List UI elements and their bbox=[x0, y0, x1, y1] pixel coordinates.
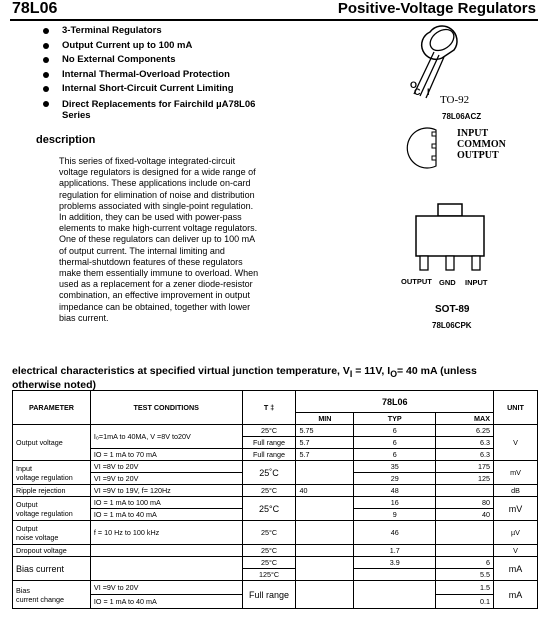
typ-cell: 46 bbox=[354, 521, 436, 545]
max-cell: 1.5 bbox=[436, 581, 494, 595]
sot89-package-drawing bbox=[410, 200, 490, 274]
param-output-voltage: Output voltage bbox=[13, 425, 91, 461]
cond-cell: VI =9V to 20V bbox=[90, 581, 242, 595]
desc-line: voltage regulators is designed for a wide range of bbox=[59, 167, 256, 178]
desc-line: regulation for elimination of noise and distribution bbox=[59, 189, 255, 200]
param-ripple-rejection: Ripple rejection bbox=[13, 485, 91, 497]
max-cell: 40 bbox=[436, 509, 494, 521]
unit-cell: mA bbox=[494, 557, 538, 581]
feature-item: Internal Short-Circuit Current Limiting bbox=[40, 82, 255, 97]
unit-cell: mA bbox=[494, 581, 538, 609]
sot89-pin-gnd: GND bbox=[439, 278, 456, 287]
temp-cell: 125°C bbox=[242, 569, 296, 581]
ec-title-text: = 40 mA (unless bbox=[397, 365, 477, 377]
header-typ: TYP bbox=[354, 413, 436, 425]
cond-cell: VI =9V to 19V, f= 120Hz bbox=[90, 485, 242, 497]
sot89-part-number: 78L06CPK bbox=[432, 321, 472, 330]
temp-cell: 25°C bbox=[242, 485, 296, 497]
feature-list bbox=[40, 24, 255, 121]
temp-cell: 25°C bbox=[242, 545, 296, 557]
feature-text: Direct Replacements for Fairchild µA78L06 bbox=[62, 98, 256, 110]
param-text: Output bbox=[16, 499, 38, 509]
desc-line: This series of fixed-voltage integrated-circuit bbox=[59, 156, 236, 166]
to92-bottom-view bbox=[406, 124, 454, 172]
param-text: Output bbox=[16, 523, 38, 533]
ec-title-text: otherwise noted) bbox=[12, 379, 97, 392]
desc-line: applications. These applications include on-card bbox=[59, 178, 251, 189]
max-cell: 6 bbox=[436, 557, 494, 569]
param-output-regulation bbox=[13, 497, 91, 521]
min-cell bbox=[296, 545, 354, 557]
cond-cell: IO = 1 mA to 40 mA bbox=[90, 595, 242, 609]
cond-cell: IO = 1 mA to 70 mA bbox=[90, 449, 242, 461]
max-cell: 6.3 bbox=[436, 449, 494, 461]
pin-letter: C bbox=[414, 87, 421, 97]
sot89-pin-output: OUTPUT bbox=[401, 277, 432, 286]
desc-line: thermal-shutdown features of these regulators bbox=[59, 256, 243, 267]
header-unit: UNIT bbox=[494, 391, 538, 425]
max-cell: 175 bbox=[436, 461, 494, 473]
desc-line: bias current. bbox=[59, 312, 109, 323]
min-cell bbox=[296, 521, 354, 545]
desc-line: problems associated with single-point regulation. bbox=[59, 200, 254, 211]
min-cell: 5.7 bbox=[296, 449, 354, 461]
to92-part-number: 78L06ACZ bbox=[442, 112, 482, 121]
header-min: MIN bbox=[296, 413, 354, 425]
unit-cell: V bbox=[494, 545, 538, 557]
max-cell: 6.3 bbox=[436, 437, 494, 449]
cond-cell: IO = 1 mA to 40 mA bbox=[90, 509, 242, 521]
temp-cell: 25˚C bbox=[242, 461, 296, 485]
sot89-package-name: SOT-89 bbox=[435, 304, 470, 315]
desc-line: combination, an effective improvement in output bbox=[59, 290, 250, 301]
cond-cell: VI =8V to 20V bbox=[90, 461, 242, 473]
typ-cell: 29 bbox=[354, 473, 436, 485]
cond-cell: f = 10 Hz to 100 kHz bbox=[90, 521, 242, 545]
ec-title-text: = 11V, I bbox=[352, 365, 391, 377]
temp-cell: 25°C bbox=[242, 497, 296, 521]
max-cell: 125 bbox=[436, 473, 494, 485]
unit-cell: dB bbox=[494, 485, 538, 497]
ec-title-text: electrical characteristics at specified virtual junction temperature, V bbox=[12, 365, 350, 377]
max-cell: 5.5 bbox=[436, 569, 494, 581]
to92-package-drawing bbox=[392, 22, 472, 104]
ec-title-sub: O bbox=[390, 369, 397, 380]
max-cell bbox=[436, 545, 494, 557]
ec-title-sub: I bbox=[349, 369, 353, 380]
feature-item: 3-Terminal Regulators bbox=[40, 24, 255, 39]
to92-pin-labels bbox=[457, 128, 506, 161]
min-cell bbox=[296, 497, 354, 521]
pin-letter: I bbox=[427, 87, 430, 97]
feature-item: No External Components bbox=[40, 53, 255, 68]
header-rule bbox=[10, 19, 538, 21]
temp-cell: Full range bbox=[242, 437, 296, 449]
param-bias-current: Bias current bbox=[13, 557, 91, 581]
electrical-characteristics-table bbox=[12, 390, 538, 609]
feature-item: Output Current up to 100 mA bbox=[40, 39, 255, 54]
unit-cell: mV bbox=[494, 461, 538, 485]
cond-cell bbox=[90, 557, 242, 581]
feature-item: Internal Thermal-Overload Protection bbox=[40, 68, 255, 83]
temp-cell: 25°C bbox=[242, 521, 296, 545]
cond-output-voltage: I₀=1mA to 40MA, V =8V to20V bbox=[90, 425, 242, 449]
max-cell: 0.1 bbox=[436, 595, 494, 609]
min-cell bbox=[296, 461, 354, 485]
param-noise-voltage bbox=[13, 521, 91, 545]
to92-package-name: TO-92 bbox=[440, 94, 470, 106]
pin-label-output: OUTPUT bbox=[457, 150, 499, 161]
temp-cell: Full range bbox=[242, 581, 296, 609]
header-test-conditions: TEST CONDITIONS bbox=[90, 391, 242, 425]
typ-cell: 3.9 bbox=[354, 557, 436, 569]
temp-cell: Full range bbox=[242, 449, 296, 461]
unit-cell: V bbox=[494, 425, 538, 461]
desc-line: of output current. The internal limiting and bbox=[59, 245, 225, 256]
max-cell: 80 bbox=[436, 497, 494, 509]
header-max: MAX bbox=[436, 413, 494, 425]
param-dropout-voltage: Dropout voltage bbox=[13, 545, 91, 557]
typ-cell: 35 bbox=[354, 461, 436, 473]
desc-line: elements to make high-current voltage regulators. bbox=[59, 223, 258, 234]
min-cell bbox=[296, 557, 354, 581]
unit-cell: µV bbox=[494, 521, 538, 545]
feature-item bbox=[40, 97, 255, 121]
typ-cell bbox=[354, 569, 436, 581]
param-bias-current-change bbox=[13, 581, 91, 609]
header-temperature: T ‡ bbox=[242, 391, 296, 425]
desc-line: make them essentially immune to overload. When bbox=[59, 268, 259, 279]
sot89-pin-input: INPUT bbox=[465, 278, 488, 287]
typ-cell bbox=[354, 581, 436, 609]
unit-cell: mV bbox=[494, 497, 538, 521]
typ-cell: 16 bbox=[354, 497, 436, 509]
pin-label-input: INPUT bbox=[457, 128, 489, 139]
param-text: voltage regulation bbox=[16, 508, 73, 518]
cond-cell: IO = 1 mA to 100 mA bbox=[90, 497, 242, 509]
param-text: current change bbox=[16, 594, 64, 604]
temp-cell: 25°C bbox=[242, 557, 296, 569]
param-text: Bias bbox=[16, 585, 30, 595]
feature-text-cont: Series bbox=[62, 109, 91, 121]
typ-cell: 48 bbox=[354, 485, 436, 497]
header-parameter: PARAMETER bbox=[13, 391, 91, 425]
param-text: voltage regulation bbox=[16, 472, 73, 482]
param-text: Input bbox=[16, 463, 32, 473]
desc-line: In addition, they can be used with power-pass bbox=[59, 212, 242, 223]
typ-cell: 6 bbox=[354, 449, 436, 461]
cond-cell: VI =9V to 20V bbox=[90, 473, 242, 485]
cond-cell bbox=[90, 545, 242, 557]
description-text bbox=[59, 156, 275, 324]
typ-cell: 1.7 bbox=[354, 545, 436, 557]
part-number-title: 78L06 bbox=[12, 0, 58, 17]
param-input-regulation bbox=[13, 461, 91, 485]
param-text: noise voltage bbox=[16, 532, 59, 542]
min-cell: 5.75 bbox=[296, 425, 354, 437]
desc-line: used as a replacement for a zener diode-resistor bbox=[59, 279, 253, 290]
max-cell: 6.25 bbox=[436, 425, 494, 437]
to92-pin-letters bbox=[410, 82, 430, 96]
typ-cell: 6 bbox=[354, 437, 436, 449]
min-cell bbox=[296, 581, 354, 609]
max-cell bbox=[436, 521, 494, 545]
typ-cell: 6 bbox=[354, 425, 436, 437]
min-cell: 40 bbox=[296, 485, 354, 497]
desc-line: One of these regulators can deliver up to 100 mA bbox=[59, 234, 256, 245]
pin-label-common: COMMON bbox=[457, 139, 506, 150]
header-device: 78L06 bbox=[296, 391, 494, 413]
description-heading: description bbox=[36, 134, 96, 146]
min-cell: 5.7 bbox=[296, 437, 354, 449]
max-cell bbox=[436, 485, 494, 497]
pin-letter: O bbox=[410, 80, 418, 90]
temp-cell: 25°C bbox=[242, 425, 296, 437]
desc-line: impedance can be obtained, together with lower bbox=[59, 301, 251, 312]
category-title: Positive-Voltage Regulators bbox=[337, 0, 536, 17]
ec-title bbox=[12, 366, 532, 391]
typ-cell: 9 bbox=[354, 509, 436, 521]
